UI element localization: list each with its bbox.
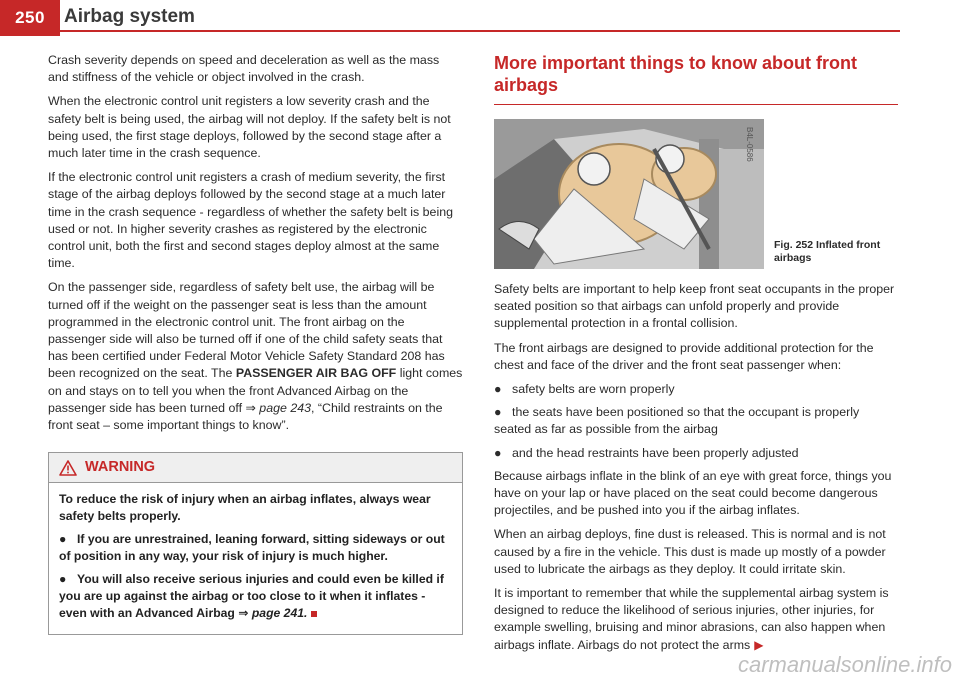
paragraph: [48, 279, 463, 434]
warning-header: [49, 453, 462, 483]
watermark: carmanualsonline.info: [737, 652, 952, 677]
continue-arrow-icon: ▶: [754, 637, 764, 652]
text: On the passenger side, regardless of safety belt use, the airbag will be turned off if the weight on the passenger seat is less than the amount programmed in the electronic control unit. The front airbag on the passenger side will also be turned off if one of the child safety seats that has been certified under Federal Motor Vehicle Safety Standard 208 has been recognized on the seat. The: [48, 280, 445, 381]
figure-label: Fig. 252: [774, 239, 814, 251]
paragraph: Safety belts are important to help keep front seat occupants in the proper seated position so that airbags can unfold properly and provide supplemental protection in a frontal collision.: [494, 282, 895, 331]
end-marker-icon: [311, 611, 317, 617]
warning-body: [49, 483, 462, 634]
list-item: [494, 445, 898, 462]
figure-caption: [774, 239, 884, 265]
airbag-illustration: [494, 119, 764, 269]
warning-bullet: [59, 531, 452, 565]
paragraph: When the electronic control unit registers a low severity crash and the safety belt is being used, the airbag will not deploy. If the safety belt is not being used, the first stage deploys, followed by the second stage after a much later time in the crash sequence.: [48, 94, 451, 161]
warning-box: [48, 452, 463, 635]
bullet-icon: ●: [59, 532, 67, 547]
warning-triangle-icon: [59, 460, 77, 476]
paragraph: [494, 585, 898, 654]
warning-bullet: [59, 571, 452, 622]
list-item: [494, 381, 898, 398]
left-column: [48, 52, 463, 635]
text: the seats have been positioned so that the occupant is properly seated as far as possible from the airbag: [494, 405, 860, 437]
page-reference-link[interactable]: ⇒ page 243: [245, 400, 311, 415]
paragraph: When an airbag deploys, fine dust is released. This is normal and is not caused by a fire in the vehicle. This dust is made up mostly of a powder used to lubricate the airbags as they deploy. It could irritate skin.: [494, 527, 886, 576]
text: and the head restraints have been properly adjusted: [512, 445, 799, 460]
bullet-icon: ●: [494, 405, 502, 420]
figure-caption-text: Inflated front airbags: [774, 239, 881, 264]
airbag-illustration-svg: [494, 119, 764, 269]
text: light comes on and stays on to tell you when the front Advanced Airbag on the passenger side has been turned off: [48, 366, 463, 415]
warning-intro: To reduce the risk of injury when an airbag inflates, always wear safety belts properly.: [59, 492, 431, 524]
text: , “Child restraints on the front seat – some important things to know”.: [48, 400, 443, 433]
paragraph: Because airbags inflate in the blink of an eye with great force, things you have on your lap or have placed on the seat could become dangerous projectiles, and be pushed into you if the airbag inflates.: [494, 468, 892, 518]
indicator-label: PASSENGER AIR BAG OFF: [235, 366, 397, 381]
bullet-icon: ●: [494, 382, 502, 397]
page-number: 250: [0, 0, 60, 36]
text: It is important to remember that while the supplemental airbag system is designed to reduce the likelihood of serious injuries, other injuries, for example swelling, bruising and minor abrasions, can also happen when airbags inflate. Airbags do not protect the arms: [494, 586, 889, 652]
bullet-icon: ●: [59, 572, 67, 587]
paragraph: The front airbags are designed to provide additional protection for the chest and face of the driver and the front seat passenger when:: [494, 340, 874, 372]
figure-code: B4L-0586: [745, 127, 754, 162]
text: You will also receive serious injuries and could even be killed if you are up against the airbag or too close to it when it inflates - even with an Advanced Airbag: [59, 572, 444, 621]
chapter-title: Airbag system: [64, 6, 195, 27]
section-rule: [494, 104, 898, 105]
page-reference-link[interactable]: ⇒ page 241.: [238, 606, 308, 621]
header-rule: [60, 30, 900, 32]
paragraph: If the electronic control unit registers a crash of medium severity, the first stage of the airbag deploys followed by the second stage at a much later time in the crash sequence - regardless of whether the safety belt is being used or not. In higher severity crashes as registered by the electronic control unit, both the first and second stages deploy almost at the same time.: [48, 170, 453, 271]
list-item: [494, 404, 898, 438]
text: safety belts are worn properly: [512, 382, 675, 397]
paragraph: Crash severity depends on speed and deceleration as well as the mass and stiffness of the vehicle or object involved in the crash.: [48, 53, 440, 85]
right-column: [494, 52, 898, 661]
figure-row: [494, 119, 898, 269]
section-title: More important things to know about front airbags: [494, 53, 857, 95]
bullet-icon: ●: [494, 445, 502, 460]
warning-title: WARNING: [85, 459, 156, 476]
text: If you are unrestrained, leaning forward, sitting sideways or out of position in any way, your risk of injury is much higher.: [59, 532, 445, 564]
